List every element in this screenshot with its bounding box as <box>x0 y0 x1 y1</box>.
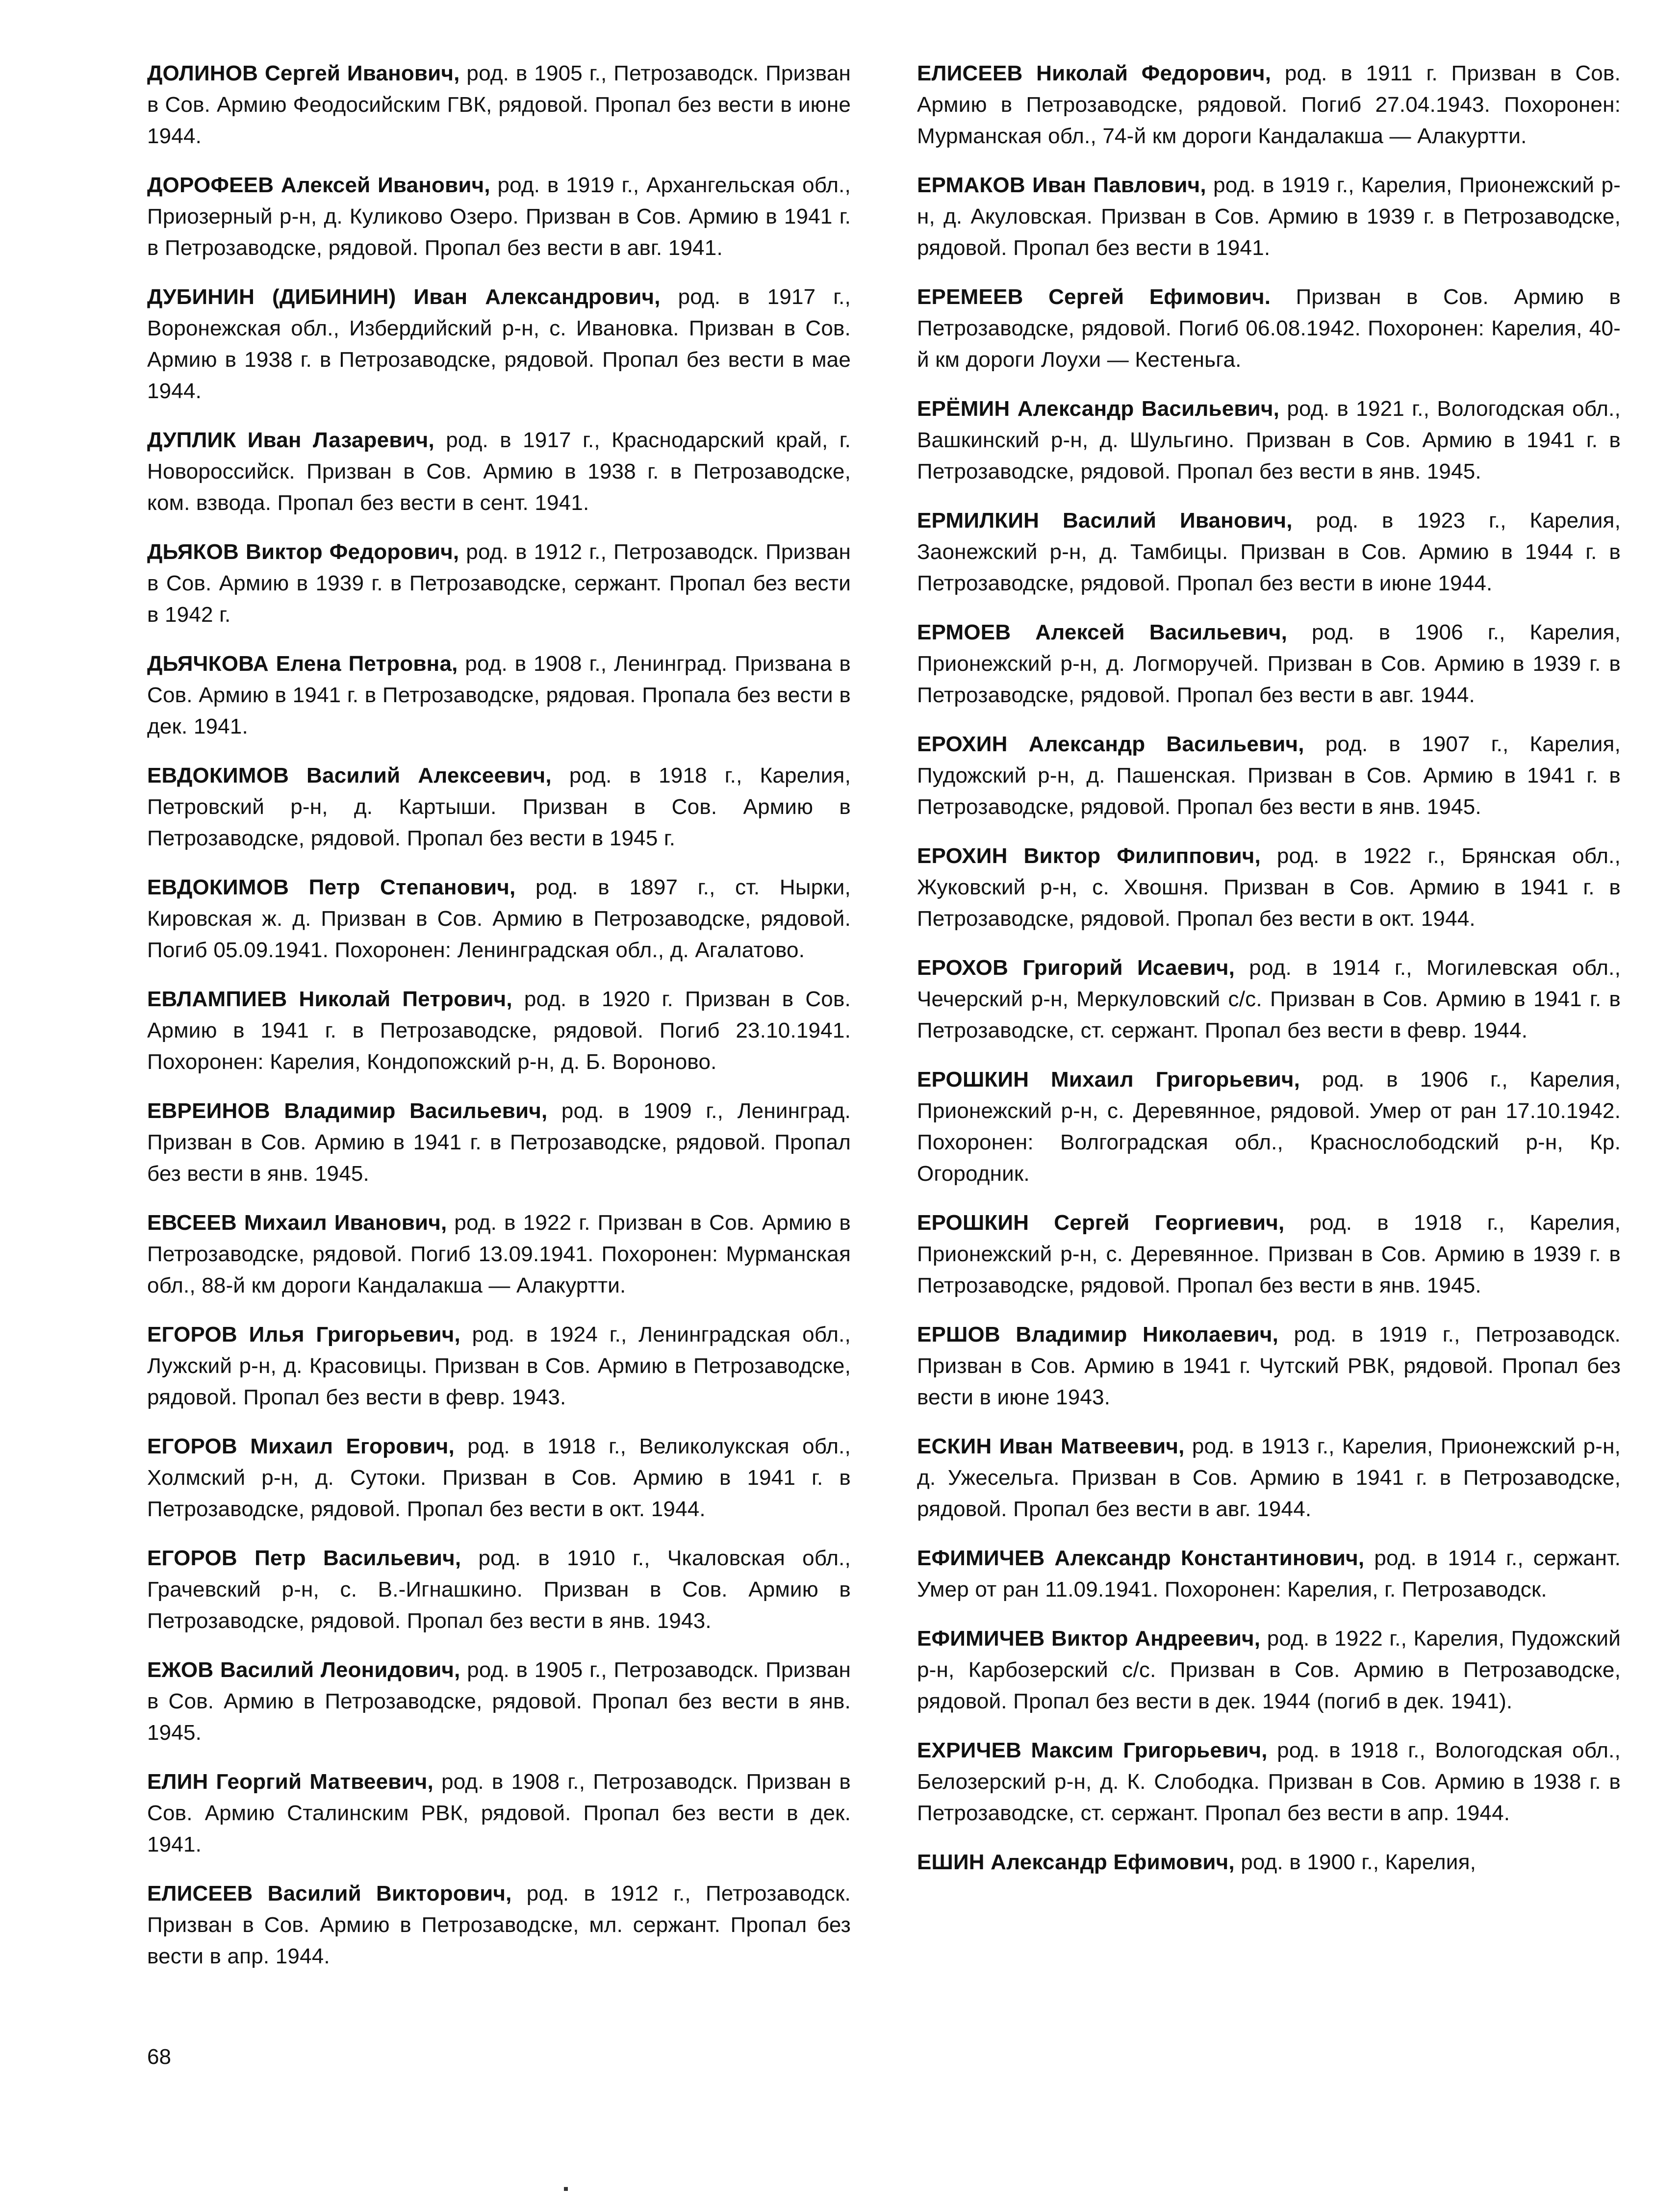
entry-ershov <box>917 1319 1621 1413</box>
entry-dorofeev <box>147 170 851 264</box>
entry-erokhin-alexander <box>917 729 1621 823</box>
entry-name: ЕРМИЛКИН Василий Иванович, <box>917 509 1293 533</box>
entry-ekhrichev <box>917 1735 1621 1829</box>
entry-name: ЕГОРОВ Петр Васильевич, <box>147 1546 461 1570</box>
entry-name: ЕРОХОВ Григорий Исаевич, <box>917 956 1235 980</box>
entry-name: ЕРОШКИН Сергей Георгиевич, <box>917 1211 1285 1235</box>
entry-egorov-mikhail <box>147 1431 851 1525</box>
entry-name: ЕЛИН Георгий Матвеевич, <box>147 1770 433 1794</box>
entry-text: род. в 1910 г., Чкаловская обл., Грачевский р-н, с. В.-Игнашкино. Призван в Сов. Армию в Петрозаводске, рядовой. Пропал без вести в янв. 1943. <box>147 1546 851 1633</box>
entry-evseev <box>147 1207 851 1301</box>
entry-efimichev-viktor <box>917 1623 1621 1717</box>
entry-text: род. в 1909 г., Ленинград. Призван в Сов. Армию в 1941 г. в Петрозаводске, рядовой. Пропал без вести в янв. 1945. <box>147 1099 851 1186</box>
entry-name: ЕРЁМИН Александр Васильевич, <box>917 397 1280 421</box>
entry-text: Призван в Сов. Армию в Петрозаводске, рядовой. Погиб 06.08.1942. Похоронен: Карелия, 40-й км дороги Лоухи — Кестеньга. <box>917 285 1621 372</box>
entry-name: ЕРОХИН Виктор Филиппович, <box>917 844 1261 868</box>
entry-efimichev-alexander <box>917 1543 1621 1605</box>
entry-dyachkova <box>147 648 851 742</box>
entry-text: род. в 1913 г., Карелия, Прионежский р-н, д. Ужесельга. Призван в Сов. Армию в 1941 г. в Петрозаводске, рядовой. Пропал без вести в авг. 1944. <box>917 1434 1621 1521</box>
entry-name: ЕГОРОВ Михаил Егорович, <box>147 1434 455 1458</box>
entry-text: род. в 1917 г., Воронежская обл., Избердийский р-н, с. Ивановка. Призван в Сов. Армию в 1938 г. в Петрозаводске, рядовой. Пропал без вести в мае 1944. <box>147 285 851 403</box>
entry-evdokimov-vasily <box>147 760 851 854</box>
entry-name: ЕХРИЧЕВ Максим Григорьевич, <box>917 1738 1268 1762</box>
entry-name: ЕФИМИЧЕВ Александр Константинович, <box>917 1546 1365 1570</box>
entry-evlampiev <box>147 984 851 1078</box>
entry-name: ДЬЯКОВ Виктор Федорович, <box>147 540 459 564</box>
page-number: 68 <box>147 2045 171 2069</box>
entry-dolinov <box>147 58 851 152</box>
entry-name: ЕРОШКИН Михаил Григорьевич, <box>917 1068 1300 1092</box>
entry-name: ЕРЕМЕЕВ Сергей Ефимович. <box>917 285 1271 309</box>
entry-text: род. в 1924 г., Ленинградская обл., Лужский р-н, д. Красовицы. Призван в Сов. Армию в Петрозаводске, рядовой. Пропал без вести в февр. 1943. <box>147 1322 851 1409</box>
right-column <box>917 58 1621 1896</box>
entry-name: ДОРОФЕЕВ Алексей Иванович, <box>147 173 490 197</box>
entry-text: род. в 1918 г., Карелия, Петровский р-н, д. Картыши. Призван в Сов. Армию в Петрозаводске, рядовой. Пропал без вести в 1945 г. <box>147 763 851 850</box>
entry-text: род. в 1906 г., Карелия, Прионежский р-н, с. Деревянное, рядовой. Умер от ран 17.10.1942. Похоронен: Волгоградская обл., Краснослободский р-н, Кр. Огородник. <box>917 1068 1621 1186</box>
entry-eremeev <box>917 281 1621 376</box>
entry-erokhov <box>917 952 1621 1046</box>
entry-name: ЕСКИН Иван Матвеевич, <box>917 1434 1185 1458</box>
entry-text: род. в 1897 г., ст. Нырки, Кировская ж. д. Призван в Сов. Армию в Петрозаводске, рядовой. Погиб 05.09.1941. Похоронен: Ленинградская обл., д. Агалатово. <box>147 875 851 962</box>
entry-text: род. в 1920 г. Призван в Сов. Армию в 1941 г. в Петрозаводске, рядовой. Погиб 23.10.1941. Похоронен: Карелия, Кондопожский р-н, д. Б. Вороново. <box>147 987 851 1074</box>
entry-text: род. в 1922 г., Брянская обл., Жуковский р-н, с. Хвошня. Призван в Сов. Армию в 1941 г. в Петрозаводске, рядовой. Пропал без вести в окт. 1944. <box>917 844 1621 931</box>
entry-text: род. в 1914 г., сержант. Умер от ран 11.09.1941. Похоронен: Карелия, г. Петрозаводск. <box>917 1546 1621 1602</box>
entry-text: род. в 1921 г., Вологодская обл., Вашкинский р-н, д. Шульгино. Призван в Сов. Армию в 1941 г. в Петрозаводске, рядовой. Пропал без вести в янв. 1945. <box>917 397 1621 483</box>
entry-name: ЕГОРОВ Илья Григорьевич, <box>147 1322 460 1347</box>
entry-text: род. в 1911 г. Призван в Сов. Армию в Петрозаводске, рядовой. Погиб 27.04.1943. Похоронен: Мурманская обл., 74-й км дороги Кандалакша — Алакуртти. <box>917 61 1621 148</box>
entry-evdokimov-petr <box>147 872 851 966</box>
entry-eshin <box>917 1847 1621 1878</box>
entry-text: род. в 1919 г., Петрозаводск. Призван в Сов. Армию в 1941 г. Чутский РВК, рядовой. Пропал без вести в июне 1943. <box>917 1322 1621 1409</box>
entry-egorov-petr <box>147 1543 851 1637</box>
entry-name: ЕЛИСЕЕВ Николай Федорович, <box>917 61 1272 85</box>
entry-eroshkin-mikhail <box>917 1064 1621 1190</box>
entry-text: род. в 1905 г., Петрозаводск. Призван в Сов. Армию Феодосийским ГВК, рядовой. Пропал без вести в июне 1944. <box>147 61 851 148</box>
entry-text: род. в 1908 г., Петрозаводск. Призван в Сов. Армию Сталинским РВК, рядовой. Пропал без вести в дек. 1941. <box>147 1770 851 1856</box>
entry-elin <box>147 1766 851 1860</box>
entry-erokhin-viktor <box>917 840 1621 935</box>
entry-name: ЕРМОЕВ Алексей Васильевич, <box>917 620 1288 644</box>
entry-name: ЕРМАКОВ Иван Павлович, <box>917 173 1206 197</box>
entry-text: род. в 1922 г. Призван в Сов. Армию в Петрозаводске, рядовой. Погиб 13.09.1941. Похоронен: Мурманская обл., 88-й км дороги Кандалакша — Алакуртти. <box>147 1211 851 1297</box>
entry-text: род. в 1912 г., Петрозаводск. Призван в Сов. Армию в Петрозаводске, мл. сержант. Пропал без вести в апр. 1944. <box>147 1881 851 1968</box>
entry-text: род. в 1908 г., Ленинград. Призвана в Сов. Армию в 1941 г. в Петрозаводске, рядовая. Пропала без вести в дек. 1941. <box>147 652 851 738</box>
entry-text: род. в 1906 г., Карелия, Прионежский р-н, д. Логморучей. Призван в Сов. Армию в 1939 г. в Петрозаводске, рядовой. Пропал без вести в авг. 1944. <box>917 620 1621 707</box>
entry-text: род. в 1918 г., Великолукская обл., Холмский р-н, д. Сутоки. Призван в Сов. Армию в 1941 г. в Петрозаводске, рядовой. Пропал без вести в окт. 1944. <box>147 1434 851 1521</box>
entry-name: ДЬЯЧКОВА Елена Петровна, <box>147 652 458 676</box>
entry-ermilkin <box>917 505 1621 599</box>
entry-text: род. в 1922 г., Карелия, Пудожский р-н, Карбозерский с/с. Призван в Сов. Армию в Петрозаводске, рядовой. Пропал без вести в дек. 1944 (погиб в дек. 1941). <box>917 1627 1621 1713</box>
entry-name: ЕШИН Александр Ефимович, <box>917 1850 1235 1874</box>
entry-eremin <box>917 393 1621 487</box>
entry-text: род. в 1918 г., Вологодская обл., Белозерский р-н, д. К. Слободка. Призван в Сов. Армию в 1938 г. в Петрозаводске, ст. сержант. Пропал без вести в апр. 1944. <box>917 1738 1621 1825</box>
entry-text: род. в 1914 г., Могилевская обл., Чечерский р-н, Меркуловский с/с. Призван в Сов. Армию в 1941 г. в Петрозаводске, ст. сержант. Пропал без вести в февр. 1944. <box>917 956 1621 1042</box>
entry-eskin <box>917 1431 1621 1525</box>
entry-eliseev-vasily <box>147 1878 851 1972</box>
entry-duplik <box>147 425 851 519</box>
entry-name: ЕВЛАМПИЕВ Николай Петрович, <box>147 987 512 1011</box>
entry-name: ЕВДОКИМОВ Василий Алексеевич, <box>147 763 552 788</box>
entry-ezhov <box>147 1654 851 1749</box>
entry-name: ЕЛИСЕЕВ Василий Викторович, <box>147 1881 512 1906</box>
entry-eroshkin-sergey <box>917 1207 1621 1301</box>
entry-eliseev-nikolay <box>917 58 1621 152</box>
entry-name: ЕФИМИЧЕВ Виктор Андреевич, <box>917 1627 1261 1651</box>
entry-name: ЕРШОВ Владимир Николаевич, <box>917 1322 1279 1347</box>
left-column <box>147 58 851 1990</box>
entry-text: род. в 1918 г., Карелия, Прионежский р-н, с. Деревянное. Призван в Сов. Армию в 1939 г. в Петрозаводске, рядовой. Пропал без вести в янв. 1945. <box>917 1211 1621 1297</box>
entry-name: ЕВДОКИМОВ Петр Степанович, <box>147 875 516 899</box>
entry-dyakov <box>147 536 851 631</box>
entry-ermakov <box>917 170 1621 264</box>
entry-name: ЕВСЕЕВ Михаил Иванович, <box>147 1211 447 1235</box>
entry-text: род. в 1917 г., Краснодарский край, г. Новороссийск. Призван в Сов. Армию в 1938 г. в Петрозаводске, ком. взвода. Пропал без вести в сент. 1941. <box>147 428 851 515</box>
entry-dubinin <box>147 281 851 407</box>
entry-text: род. в 1919 г., Архангельская обл., Приозерный р-н, д. Куликово Озеро. Призван в Сов. Армию в 1941 г. в Петрозаводске, рядовой. Пропал без вести в авг. 1941. <box>147 173 851 260</box>
entry-name: ДУПЛИК Иван Лазаревич, <box>147 428 434 452</box>
entry-text: род. в 1912 г., Петрозаводск. Призван в Сов. Армию в 1939 г. в Петрозаводске, сержант. Пропал без вести в 1942 г. <box>147 540 851 627</box>
entry-evreinov <box>147 1095 851 1190</box>
entry-text: род. в 1919 г., Карелия, Прионежский р-н, д. Акуловская. Призван в Сов. Армию в 1939 г. в Петрозаводске, рядовой. Пропал без вести в 1941. <box>917 173 1621 260</box>
entry-name: ДОЛИНОВ Сергей Иванович, <box>147 61 460 85</box>
entry-name: ДУБИНИН (ДИБИНИН) Иван Александрович, <box>147 285 661 309</box>
entry-egorov-ilya <box>147 1319 851 1413</box>
entry-text: род. в 1905 г., Петрозаводск. Призван в Сов. Армию в Петрозаводске, рядовой. Пропал без вести в янв. 1945. <box>147 1658 851 1745</box>
entry-name: ЕРОХИН Александр Васильевич, <box>917 732 1304 756</box>
entry-text: род. в 1907 г., Карелия, Пудожский р-н, д. Пашенская. Призван в Сов. Армию в 1941 г. в Петрозаводске, рядовой. Пропал без вести в янв. 1945. <box>917 732 1621 819</box>
entry-text: род. в 1900 г., Карелия, <box>1241 1850 1477 1874</box>
print-speck <box>564 2187 568 2191</box>
entry-name: ЕЖОВ Василий Леонидович, <box>147 1658 460 1682</box>
entry-name: ЕВРЕИНОВ Владимир Васильевич, <box>147 1099 548 1123</box>
entry-text: род. в 1923 г., Карелия, Заонежский р-н, д. Тамбицы. Призван в Сов. Армию в 1944 г. в Петрозаводске, рядовой. Пропал без вести в июне 1944. <box>917 509 1621 595</box>
entry-ermoev <box>917 617 1621 711</box>
